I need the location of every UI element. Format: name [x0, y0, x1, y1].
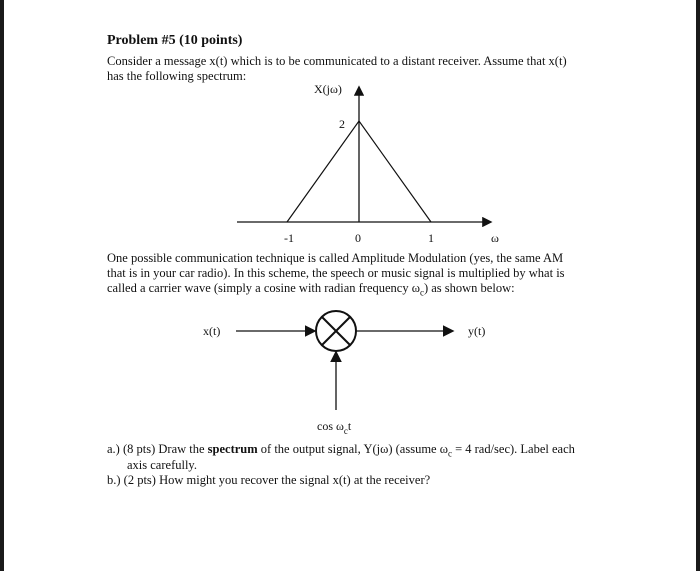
paragraph2-line-3-end: ) as shown below:: [423, 281, 515, 295]
spectrum-tick-0: 0: [355, 231, 361, 245]
carrier-label-sub: c: [343, 426, 348, 436]
multiplier-icon: [316, 311, 356, 351]
carrier-label: [317, 419, 352, 436]
problem-title: Problem #5 (10 points): [107, 33, 243, 48]
spectrum-tick-neg1: -1: [284, 231, 294, 245]
carrier-label-text: cos ω: [317, 419, 344, 433]
question-b: b.) (2 pts) How might you recover the signal x(t) at the receiver?: [107, 473, 431, 487]
question-a-line-2: axis carefully.: [127, 458, 197, 472]
output-label: y(t): [468, 324, 486, 338]
paragraph2-line-1: One possible communication technique is called Amplitude Modulation (yes, the same AM: [107, 251, 564, 265]
question-a-bold: spectrum: [207, 442, 258, 456]
spectrum-peak-label: 2: [339, 117, 345, 131]
intro-line-2: has the following spectrum:: [107, 69, 247, 83]
paragraph2-line-2: that is in your car radio). In this scheme, the speech or music signal is multiplied by what is: [107, 266, 565, 280]
intro-line-1: Consider a message x(t) which is to be communicated to a distant receiver. Assume that x(t): [107, 54, 567, 68]
paragraph2-line-3-sub: c: [419, 287, 424, 298]
question-a-sub: c: [447, 448, 452, 459]
question-a-end: = 4 rad/sec). Label each: [451, 442, 575, 456]
spectrum-xlabel: ω: [491, 231, 499, 245]
spectrum-ylabel: X(jω): [314, 82, 342, 96]
spectrum-tick-1: 1: [428, 231, 434, 245]
paragraph2-line-3-text: called a carrier wave (simply a cosine with radian frequency ω: [107, 281, 420, 295]
input-label: x(t): [203, 324, 221, 338]
question-a-mid: of the output signal, Y(jω) (assume ω: [257, 442, 448, 456]
carrier-label-end: t: [347, 419, 352, 433]
question-a-prefix: a.) (8 pts) Draw the: [107, 442, 208, 456]
